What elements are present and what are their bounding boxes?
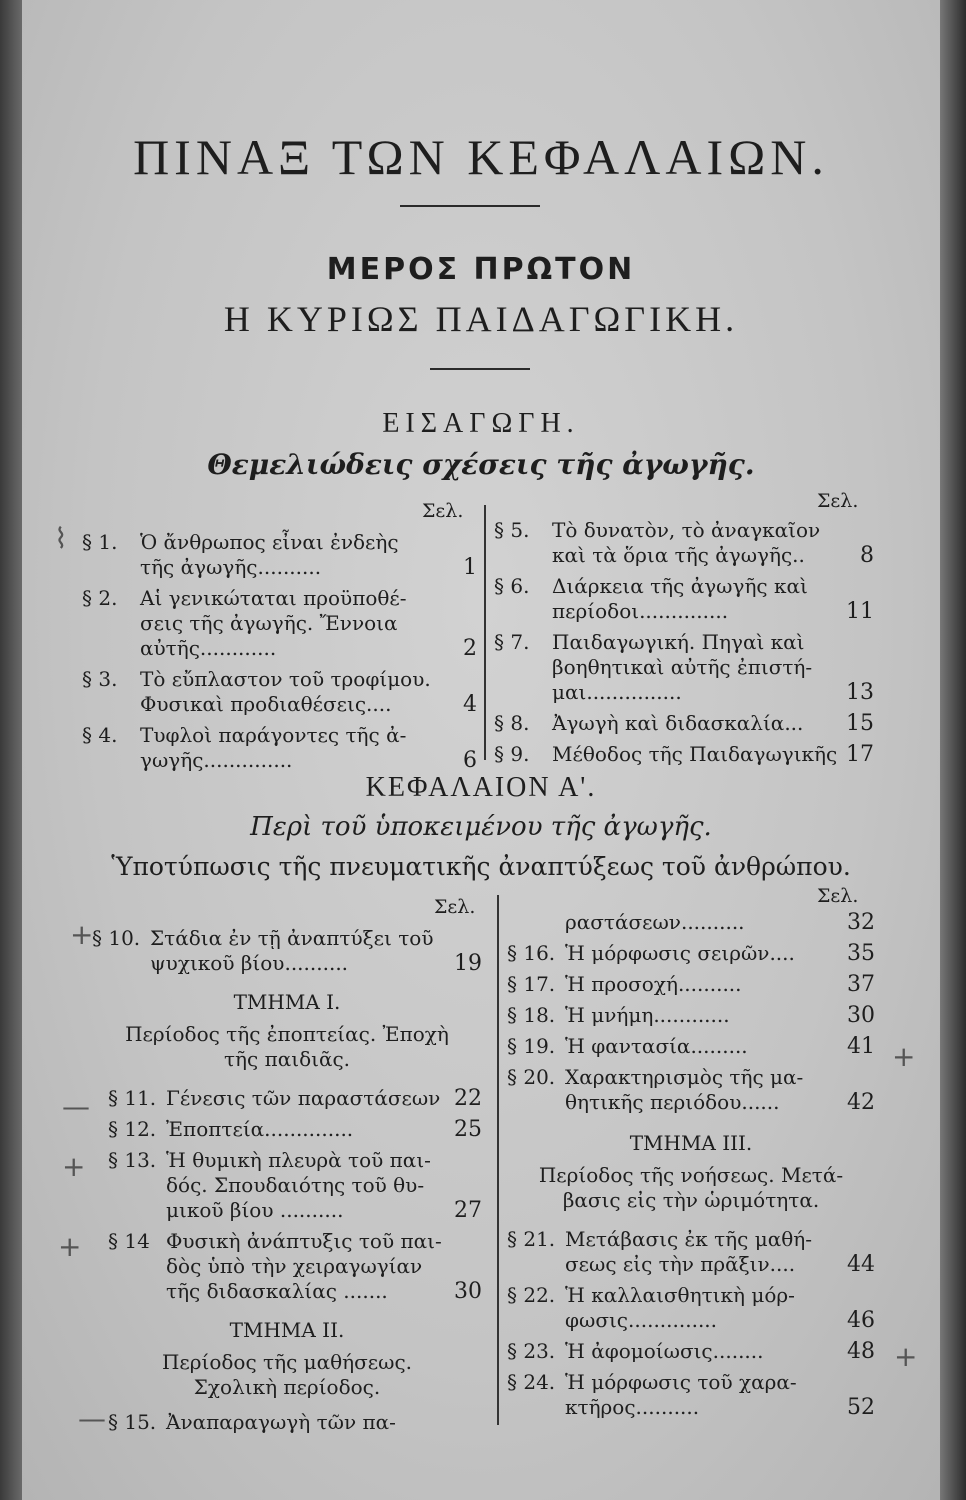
- page-number: 46: [847, 1308, 875, 1333]
- entry-text: μικοῦ βίου ..........: [166, 1198, 344, 1222]
- section-number: § 3.: [82, 667, 118, 691]
- page-number: 4: [463, 692, 477, 717]
- entry-text: Φυσικαὶ προδιαθέσεις....: [140, 692, 392, 716]
- entry-text: Τὸ δυνατὸν, τὸ ἀναγκαῖον: [552, 518, 821, 542]
- entry-text: Ἀγωγὴ καὶ διδασκαλία...: [552, 711, 804, 735]
- toc-entry: [507, 1065, 875, 1115]
- entry-text: Παιδαγωγική. Πηγαὶ καὶ: [552, 630, 805, 654]
- chapter-subtitle: Ὑποτύπωσις τῆς πνευματικῆς ἀναπτύξεως τοῦ ἀνθρώπου.: [111, 852, 851, 881]
- toc-entry: [507, 941, 875, 966]
- divider: [430, 368, 530, 370]
- page-number: 37: [847, 972, 875, 997]
- section-number: § 12.: [108, 1117, 157, 1141]
- entry-text: Ἡ καλλαισθητικὴ μόρ-: [565, 1283, 795, 1307]
- page-number: 30: [454, 1279, 482, 1304]
- entry-text: Ἡ προσοχή..........: [565, 972, 742, 996]
- page-number: 8: [860, 543, 874, 568]
- page-number: 42: [847, 1090, 875, 1115]
- page-label-right: Σελ.: [817, 490, 859, 512]
- section-description: βασις εἰς τὴν ὡριμότητα.: [562, 1188, 820, 1212]
- section-number: § 2.: [82, 586, 118, 610]
- entry-text: Ἐποπτεία..............: [166, 1117, 354, 1141]
- page-title: ΠΙΝΑΞ ΤΩΝ ΚΕΦΑΛΑΙΩΝ.: [133, 129, 829, 185]
- toc-entry: [92, 926, 482, 976]
- page-number: 13: [846, 680, 874, 705]
- toc-entry: [507, 1034, 875, 1059]
- part-title: ΜΕΡΟΣ ΠΡΩΤΟΝ: [326, 252, 636, 287]
- toc-entry: [507, 1339, 875, 1364]
- toc-entry: [82, 530, 477, 580]
- section-number: § 23.: [507, 1339, 556, 1363]
- divider: [400, 205, 540, 207]
- toc-entry: [507, 1283, 875, 1333]
- margin-mark: —: [78, 1402, 106, 1435]
- toc-entry: [82, 723, 477, 773]
- page-number: 17: [846, 742, 874, 767]
- entry-text: καὶ τὰ ὅρια τῆς ἀγωγῆς..: [552, 543, 805, 567]
- toc-entry: [108, 1086, 482, 1111]
- margin-mark: +: [70, 918, 94, 951]
- entry-text: Αἱ γενικώταται προϋποθέ-: [140, 586, 407, 610]
- entry-text: γωγῆς..............: [140, 748, 293, 772]
- entry-text: Χαρακτηρισμὸς τῆς μα-: [565, 1065, 804, 1089]
- toc-entry: [494, 574, 874, 624]
- entry-text: Ἡ μνήμη............: [565, 1003, 730, 1027]
- entry-text: δὸς ὑπὸ τὴν χειραγωγίαν: [166, 1254, 423, 1278]
- section-number: § 22.: [507, 1283, 556, 1307]
- toc-entry: [108, 1229, 482, 1304]
- toc-entry: [494, 711, 874, 736]
- entry-text: Φυσικὴ ἀνάπτυξις τοῦ παι-: [166, 1229, 442, 1253]
- toc-entry: [494, 518, 874, 568]
- section-description: Περίοδος τῆς ἐποπτείας. Ἐποχὴ: [125, 1022, 449, 1046]
- entry-text: Μέθοδος τῆς Παιδαγωγικῆς: [552, 742, 838, 766]
- page-number: 19: [454, 951, 482, 976]
- entry-text: Ὁ ἄνθρωπος εἶναι ἐνδεὴς: [140, 530, 399, 554]
- page-number: 6: [463, 748, 477, 773]
- toc-entry: [108, 1410, 482, 1435]
- toc-entry: [494, 742, 874, 767]
- toc-entry: [507, 972, 875, 997]
- column-divider: [484, 505, 486, 760]
- entry-text: ραστάσεων..........: [565, 910, 745, 934]
- entry-text: αὐτῆς............: [140, 636, 277, 660]
- page-number: 41: [847, 1034, 875, 1059]
- part-subtitle: Η ΚΥΡΙΩΣ ΠΑΙΔΑΓΩΓΙΚΗ.: [223, 299, 739, 339]
- section-number: § 18.: [507, 1003, 556, 1027]
- entry-text: Τυφλοὶ παράγοντες τῆς ἀ-: [140, 723, 407, 747]
- section-number: § 10.: [92, 926, 141, 950]
- entry-text: Τὸ εὔπλαστον τοῦ τροφίμου.: [140, 667, 431, 691]
- margin-mark: +: [62, 1150, 86, 1183]
- entry-text: μαι...............: [552, 680, 682, 704]
- margin-mark: +: [894, 1340, 918, 1373]
- entry-text: Στάδια ἐν τῇ ἀναπτύξει τοῦ: [150, 926, 434, 950]
- entry-text: περίοδοι..............: [552, 599, 729, 623]
- section-number: § 9.: [494, 742, 530, 766]
- page-left-edge: [0, 0, 22, 1500]
- book-page: [22, 0, 940, 1500]
- toc-entry: [507, 1003, 875, 1028]
- margin-mark: +: [58, 1230, 82, 1263]
- entry-text: Ἀναπαραγωγὴ τῶν πα-: [166, 1410, 396, 1434]
- section-heading: ΤΜΗΜΑ ΙΙ.: [229, 1318, 345, 1342]
- page-right-edge: [940, 0, 966, 1500]
- page-number: 2: [463, 636, 477, 661]
- toc-entry: [507, 1370, 875, 1420]
- section-number: § 24.: [507, 1370, 556, 1394]
- section-number: § 21.: [507, 1227, 556, 1251]
- margin-mark: ⌇: [54, 522, 68, 555]
- page-number: 35: [847, 941, 875, 966]
- section-description: Σχολικὴ περίοδος.: [193, 1375, 381, 1399]
- entry-text: σεως εἰς τὴν πρᾶξιν....: [565, 1252, 796, 1276]
- toc-entry: [494, 630, 874, 705]
- section-heading: ΤΜΗΜΑ ΙΙΙ.: [629, 1131, 753, 1155]
- margin-mark: —: [62, 1090, 90, 1123]
- page-label-left: Σελ.: [434, 896, 476, 918]
- page-number: 48: [847, 1339, 875, 1364]
- page-number: 1: [463, 555, 477, 580]
- entry-text: Γένεσις τῶν παραστάσεων: [166, 1086, 441, 1110]
- section-heading: ΤΜΗΜΑ Ι.: [233, 990, 341, 1014]
- section-number: § 6.: [494, 574, 530, 598]
- entry-text: Ἡ θυμικὴ πλευρὰ τοῦ παι-: [166, 1148, 431, 1172]
- toc-entry: [82, 667, 477, 717]
- section-number: § 20.: [507, 1065, 556, 1089]
- entry-text: σεις τῆς ἀγωγῆς. Ἔννοια: [140, 611, 398, 635]
- margin-mark: +: [892, 1040, 916, 1073]
- entry-text: ψυχικοῦ βίου..........: [150, 951, 349, 975]
- chapter-heading: ΚΕΦΑΛΑΙΟΝ Α'.: [365, 772, 597, 803]
- entry-text: βοηθητικαὶ αὐτῆς ἐπιστή-: [552, 655, 813, 679]
- section-number: § 1.: [82, 530, 118, 554]
- entry-text: δός. Σπουδαιότης τοῦ θυ-: [166, 1173, 425, 1197]
- page-number: 32: [847, 910, 875, 935]
- page-number: 30: [847, 1003, 875, 1028]
- entry-text: κτῆρος..........: [565, 1395, 700, 1419]
- entry-text: τῆς διδασκαλίας .......: [166, 1279, 388, 1303]
- toc-entry: [507, 910, 875, 935]
- entry-text: Διάρκεια τῆς ἀγωγῆς καὶ: [552, 574, 808, 598]
- page-label-right: Σελ.: [817, 885, 859, 907]
- page-number: 25: [454, 1117, 482, 1142]
- entry-text: τῆς ἀγωγῆς..........: [140, 555, 322, 579]
- section-number: § 5.: [494, 518, 530, 542]
- entry-text: φωσις..............: [565, 1308, 718, 1332]
- section-description: Περίοδος τῆς μαθήσεως.: [161, 1350, 413, 1374]
- entry-text: Ἡ μόρφωσις σειρῶν....: [565, 941, 795, 965]
- section-number: § 8.: [494, 711, 530, 735]
- page-number: 15: [846, 711, 874, 736]
- entry-text: Ἡ ἀφομοίωσις........: [565, 1339, 764, 1363]
- page-number: 44: [847, 1252, 875, 1277]
- toc-entry: [108, 1148, 482, 1223]
- intro-subheading: Θεμελιώδεις σχέσεις τῆς ἀγωγῆς.: [207, 448, 755, 481]
- section-number: § 14: [108, 1229, 150, 1253]
- section-description: Περίοδος τῆς νοήσεως. Μετά-: [538, 1163, 844, 1187]
- entry-text: θητικῆς περιόδου......: [565, 1090, 780, 1114]
- section-number: § 7.: [494, 630, 530, 654]
- page-number: 11: [846, 599, 874, 624]
- page-label-left: Σελ.: [422, 500, 464, 522]
- toc-entry: [108, 1117, 482, 1142]
- toc-entry: [507, 1227, 875, 1277]
- section-number: § 11.: [108, 1086, 157, 1110]
- page-number: 52: [847, 1395, 875, 1420]
- section-description: τῆς παιδιᾶς.: [223, 1047, 351, 1071]
- entry-text: Μετάβασις ἐκ τῆς μαθή-: [565, 1227, 813, 1251]
- section-number: § 19.: [507, 1034, 556, 1058]
- section-number: § 15.: [108, 1410, 157, 1434]
- section-number: § 16.: [507, 941, 556, 965]
- intro-heading: ΕΙΣΑΓΩΓΗ.: [382, 408, 580, 439]
- chapter-subheading: Περὶ τοῦ ὑποκειμένου τῆς ἀγωγῆς.: [250, 812, 712, 842]
- section-number: § 17.: [507, 972, 556, 996]
- entry-text: Ἡ φαντασία.........: [565, 1034, 748, 1058]
- section-number: § 4.: [82, 723, 118, 747]
- toc-entry: [82, 586, 477, 661]
- section-number: § 13.: [108, 1148, 157, 1172]
- column-divider: [497, 895, 499, 1425]
- entry-text: Ἡ μόρφωσις τοῦ χαρα-: [565, 1370, 797, 1394]
- page-number: 22: [454, 1086, 482, 1111]
- page-number: 27: [454, 1198, 482, 1223]
